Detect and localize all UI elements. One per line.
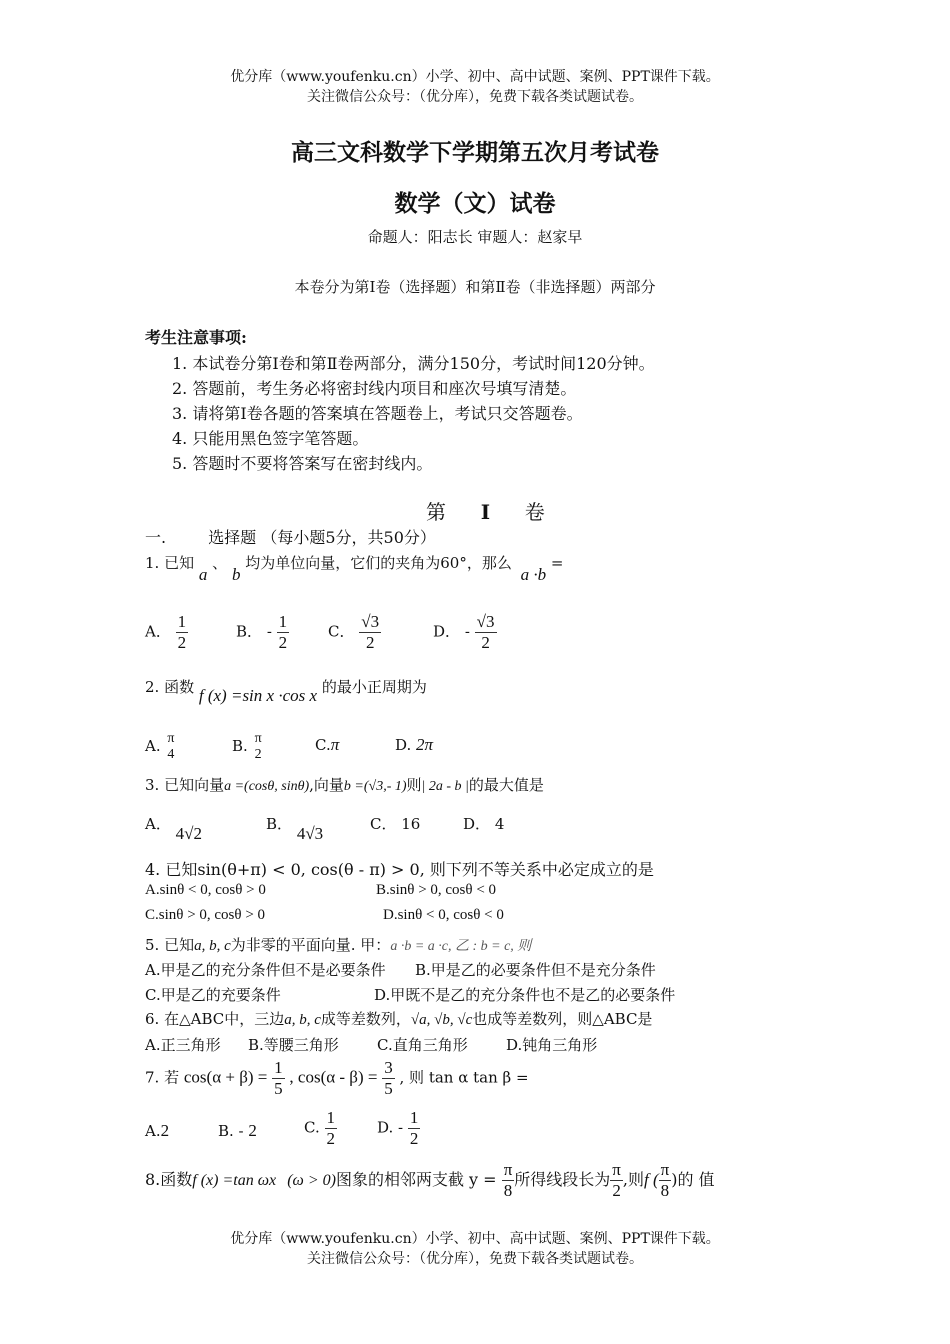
question-5-option-c: C.甲是乙的充要条件 [145,986,281,1004]
question-7-option-a [145,1121,169,1141]
notice-item-4: 4. 只能用黑色签字笔答题。 [172,429,369,448]
q8-text-3: 所得线段长为 [514,1170,611,1189]
option-label: C． [328,622,355,641]
volume-di: 第 [426,500,446,524]
option-label: D. - [377,1118,404,1137]
fraction: $\frac{1}{2}$ [177,612,187,652]
option-label: D． [463,815,491,833]
question-6-stem [145,1008,652,1029]
option-label: C. [315,736,331,754]
q3-expr-2: b =(√3,- 1) [343,779,407,794]
question-2-option-b [232,731,264,763]
q7-expr-1: cos(α + β) = [183,1067,268,1087]
question-2-option-d [395,735,433,755]
question-6-option-c: C.直角三角形 [377,1036,468,1054]
q3-text-2: ,向量 [309,776,344,794]
q2-text-1: 2. 函数 [145,678,195,696]
fraction: $\frac{\pi}{2}$ [612,1160,621,1200]
option-label: A． [145,815,171,833]
q6-roots: √a, √b, √c [410,1012,473,1028]
fraction: π 2 [254,731,262,762]
q2-text-2: 的最小正周期为 [321,678,427,696]
option-label: A. [145,1122,161,1140]
question-5-option-d: D.甲既不是乙的充分条件也不是乙的必要条件 [374,986,676,1004]
header-line-1: 优分库（www.youfenku.cn）小学、初中、高中试题、案例、PPT课件下载。 [230,69,720,85]
option-value: 4√3 [296,824,324,843]
q6-sides: a, b, c [284,1012,321,1028]
q1-vector-a: a [198,565,208,584]
question-1-stem [145,552,564,584]
option-label: C. [304,1118,320,1137]
question-4-option-c: C.sinθ > 0, cosθ > 0 [145,907,266,923]
notice-item-2: 2. 答题前，考生务必将密封线内项目和座次号填写清楚。 [172,379,577,398]
q8-close-paren: ) [671,1170,678,1189]
option-label: B． [266,815,293,833]
q6-text-3: 也成等差数列，则△ABC是 [472,1010,653,1028]
fraction: $\frac{\pi}{8}$ [660,1160,670,1200]
question-6-option-d: D.钝角三角形 [506,1036,598,1054]
q5-vectors: a, b, c [194,938,231,954]
q5-text-1: 5. 已知 [145,936,195,954]
question-1-option-b [236,612,289,653]
q8-text-2: 图象的相邻两支截 y = [335,1170,497,1189]
q7-text-2: , 则 tan α tan β = [399,1068,529,1087]
q3-text-1: 3. 已知向量 [145,776,225,794]
fraction: $\frac{\pi}{8}$ [503,1160,513,1200]
q8-condition: (ω > 0) [287,1172,336,1189]
question-2-stem [145,676,427,705]
fraction: $\frac{1}{5}$ [274,1058,283,1098]
q1-sep: 、 [212,554,228,572]
option-label: B. - [218,1122,244,1140]
minus-sign: - [266,622,272,641]
notice-heading: 考生注意事项: [145,328,247,347]
question-3-option-a [145,813,202,843]
option-value: 4 [494,815,505,833]
question-6-option-a: A.正三角形 [145,1036,221,1054]
question-7-option-c [304,1108,337,1149]
option-value: 4√2 [175,824,202,843]
q8-fx: f ( [643,1170,659,1189]
fraction: $\frac{1}{2}$ [326,1108,335,1148]
question-3-option-d [463,813,504,834]
question-4-option-a: A.sinθ < 0, cosθ > 0 [145,882,266,898]
option-value: 2π [416,735,434,754]
option-value: 2 [160,1121,170,1140]
question-4-option-d: D.sinθ < 0, cosθ < 0 [383,907,504,923]
q6-text-2: 成等差数列， [320,1010,411,1028]
q8-text-5: 的 值 [677,1170,715,1189]
option-label: B． [236,622,263,641]
q3-expr-3: | 2a - b | [421,779,469,794]
q8-text-1: 8.函数 [145,1170,193,1189]
fraction: $\frac{1}{2}$ [409,1108,419,1148]
question-3-option-c [370,813,420,834]
option-value: 16 [401,815,421,833]
option-label: C． [370,815,397,833]
q5-condition: a ·b = a ·c, 乙 : b = c, 则 [390,939,532,954]
fraction: π 4 [167,731,175,762]
footer-line-1: 优分库（www.youfenku.cn）小学、初中、高中试题、案例、PPT课件下载。 [230,1231,720,1247]
volume-heading [426,496,545,525]
volume-num: I [480,500,491,524]
question-1-option-d [433,612,497,653]
page-title: 高三文科数学下学期第五次月考试卷 [291,140,659,166]
q6-text-1: 6. 在△ABC中，三边 [145,1010,285,1028]
question-1-option-a [145,612,188,653]
footer-line-2: 关注微信公众号：（优分库），免费下载各类试题试卷。 [307,1251,643,1267]
option-value: π [330,735,340,754]
authors: 命题人：阳志长 审题人：赵家早 [367,228,583,246]
question-4-stem: 4. 已知sin(θ+π) < 0, cos(θ - π) > 0, 则下列不等关系中必定成立的是 [145,860,654,879]
header-line-2: 关注微信公众号：（优分库），免费下载各类试题试卷。 [307,89,643,105]
fraction: $\frac{3}{5}$ [384,1058,393,1098]
question-4-option-b: B.sinθ > 0, cosθ < 0 [376,882,497,898]
question-5-option-b: B.甲是乙的必要条件但不是充分条件 [415,961,656,979]
option-label: D. [395,736,412,754]
question-8-stem [145,1160,715,1201]
q8-text-4: ,则 [622,1170,644,1189]
q2-expr: f (x) =sin x ·cos x [198,686,318,705]
q3-expr-1: a =(cosθ, sinθ) [224,779,310,794]
question-5-option-a: A.甲是乙的充分条件但不是必要条件 [145,961,386,979]
question-7-stem [145,1058,529,1099]
q3-text-4: 的最大值是 [468,776,544,794]
q7-text-1: 7. 若 [145,1068,180,1087]
question-6-option-b: B.等腰三角形 [248,1036,339,1054]
option-label: B. [232,737,248,755]
question-3-stem [145,774,544,795]
minus-sign: - [464,622,470,641]
section-1-num: 一. [145,528,167,547]
question-2-option-c [315,735,339,755]
fraction: $\frac{1}{2}$ [278,612,288,652]
question-1-option-c [328,612,381,653]
notice-item-1: 1. 本试卷分第Ⅰ卷和第Ⅱ卷两部分，满分150分，考试时间120分钟。 [172,354,655,373]
q1-equals: = [550,554,564,572]
question-5-stem [145,934,531,955]
q1-text-1: 1. 已知 [145,554,195,572]
page-subtitle: 数学（文）试卷 [394,191,556,217]
question-2-option-a [145,731,176,763]
option-label: D． [433,622,461,641]
q8-expr: f (x) =tan ωx [192,1172,277,1189]
question-7-option-d [377,1108,420,1149]
question-3-option-b [266,813,324,843]
section-1-heading [145,525,436,548]
option-label: A． [145,622,171,641]
section-1-text: 选择题 （每小题5分，共50分） [208,528,436,547]
q3-text-3: 则 [406,776,422,794]
option-label: A. [145,737,161,755]
option-value: 2 [248,1121,257,1140]
volume-juan: 卷 [524,500,545,524]
question-7-option-b [218,1121,257,1141]
fraction: $\frac{√3}{2}$ [361,612,380,652]
notice-item-5: 5. 答题时不要将答案写在密封线内。 [172,454,433,473]
q1-expr: a ·b [520,565,547,584]
q1-vector-b: b [231,565,241,584]
fraction: $\frac{√3}{2}$ [476,612,495,652]
q1-text-2: 均为单位向量，它们的夹角为60°，那么 [245,554,512,572]
intro: 本卷分为第Ⅰ卷（选择题）和第Ⅱ卷（非选择题）两部分 [294,278,656,296]
q7-expr-2: , cos(α - β) = [289,1067,378,1087]
q5-text-2: 为非零的平面向量. 甲： [230,936,391,954]
notice-item-3: 3. 请将第Ⅰ卷各题的答案填在答题卷上，考试只交答题卷。 [172,404,583,423]
